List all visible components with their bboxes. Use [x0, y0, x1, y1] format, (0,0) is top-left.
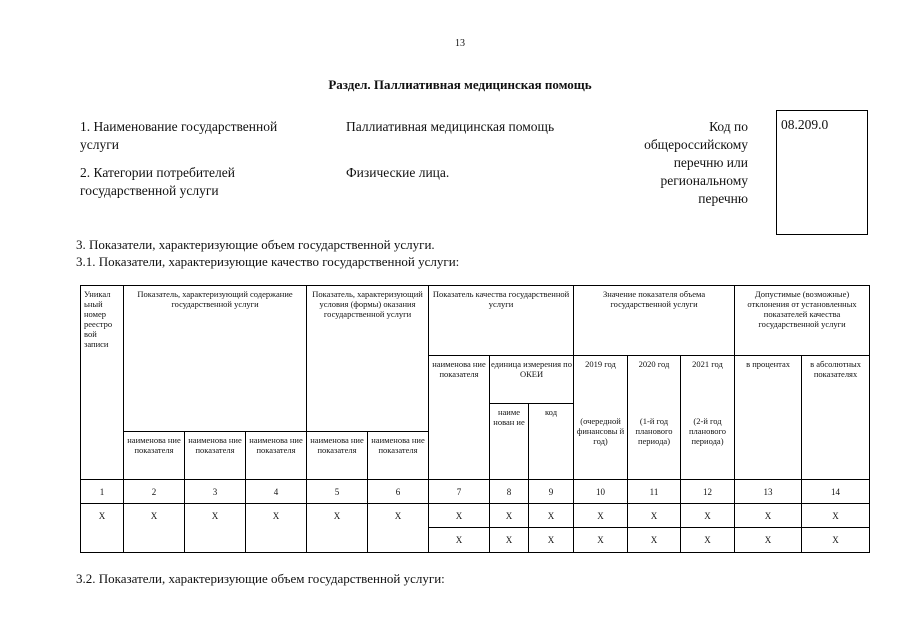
- column-number: 5: [307, 480, 368, 504]
- table-cell: Х: [529, 528, 574, 553]
- subheader-name-2: наименова ние показателя: [185, 432, 246, 480]
- table-cell: Х: [681, 504, 735, 528]
- service-name-label: 1. Наименование государственной услуги: [80, 119, 278, 152]
- table-cell: Х: [124, 504, 185, 553]
- quality-table: [80, 285, 870, 553]
- column-number: 11: [628, 480, 681, 504]
- table-cell: Х: [628, 528, 681, 553]
- header-allowed-deviation: Допустимые (возможные) отклонения от установленных показателей качества государственной услуги: [735, 286, 870, 356]
- column-number: 7: [429, 480, 490, 504]
- table-cell: Х: [246, 504, 307, 553]
- column-number: 8: [490, 480, 529, 504]
- table-cell: Х: [628, 504, 681, 528]
- table-cell: Х: [185, 504, 246, 553]
- table-cell: Х: [490, 504, 529, 528]
- subheader-name-5: наименова ние показателя: [368, 432, 429, 480]
- page-number: 13: [455, 38, 465, 49]
- heading-3: 3. Показатели, характеризующие объем государственной услуги.: [76, 237, 435, 252]
- header-conditions-indicator: Показатель, характеризующий условия (формы) оказания государственной услуги: [307, 286, 429, 432]
- header-2020-note: (1-й год планового периода): [628, 404, 681, 480]
- column-number: 2: [124, 480, 185, 504]
- table-cell: Х: [735, 528, 802, 553]
- header-volume-value: Значение показателя объема государственной услуги: [574, 286, 735, 356]
- column-number: 10: [574, 480, 628, 504]
- code-label: Код по общероссийскому перечню или региональному перечню: [644, 119, 748, 206]
- section-title: Раздел. Паллиативная медицинская помощь: [328, 77, 592, 92]
- header-unique-number: Уникал ьный номер реестро вой записи: [81, 286, 124, 480]
- header-year-2021: 2021 год: [681, 356, 735, 404]
- header-unit-name: наиме нован ие: [490, 404, 529, 480]
- table-cell: Х: [574, 504, 628, 528]
- header-absolute: в абсолютных показателях: [802, 356, 870, 480]
- table-cell: Х: [681, 528, 735, 553]
- header-2021-note: (2-й год планового периода): [681, 404, 735, 480]
- table-cell: Х: [307, 504, 368, 553]
- header-2019-note: (очередной финансовы й год): [574, 404, 628, 480]
- subheader-name-4: наименова ние показателя: [307, 432, 368, 480]
- column-number: 9: [529, 480, 574, 504]
- header-unit-code: код: [529, 404, 574, 480]
- table-cell: Х: [735, 504, 802, 528]
- column-number: 4: [246, 480, 307, 504]
- table-cell: Х: [490, 528, 529, 553]
- column-number: 1: [81, 480, 124, 504]
- column-number: 12: [681, 480, 735, 504]
- service-name-value: Паллиативная медицинская помощь: [346, 119, 555, 134]
- table-cell: Х: [81, 504, 124, 553]
- column-number: 3: [185, 480, 246, 504]
- service-category-value: Физические лица.: [346, 165, 450, 180]
- column-number: 14: [802, 480, 870, 504]
- table-cell: Х: [802, 528, 870, 553]
- heading-3-2: 3.2. Показатели, характеризующие объем государственной услуги:: [76, 571, 445, 586]
- code-value: 08.209.0: [781, 117, 829, 132]
- heading-3-1: 3.1. Показатели, характеризующие качество государственной услуги:: [76, 254, 460, 269]
- code-box: [776, 110, 868, 235]
- table-cell: Х: [429, 504, 490, 528]
- column-number: 6: [368, 480, 429, 504]
- header-year-2020: 2020 год: [628, 356, 681, 404]
- table-cell: Х: [368, 504, 429, 553]
- column-number: 13: [735, 480, 802, 504]
- table-cell: Х: [529, 504, 574, 528]
- service-category-label: 2. Категории потребителей государственной услуги: [80, 165, 235, 198]
- header-year-2019: 2019 год: [574, 356, 628, 404]
- subheader-name-1: наименова ние показателя: [124, 432, 185, 480]
- header-quality-indicator: Показатель качества государственной услуги: [429, 286, 574, 356]
- header-percent: в процентах: [735, 356, 802, 480]
- header-unit-okei: единица измерения по ОКЕИ: [490, 356, 574, 404]
- subheader-name-3: наименова ние показателя: [246, 432, 307, 480]
- table-cell: Х: [574, 528, 628, 553]
- header-indicator-name: наименова ние показателя: [429, 356, 490, 480]
- table-cell: Х: [429, 528, 490, 553]
- header-content-indicator: Показатель, характеризующий содержание государственной услуги: [124, 286, 307, 432]
- table-cell: Х: [802, 504, 870, 528]
